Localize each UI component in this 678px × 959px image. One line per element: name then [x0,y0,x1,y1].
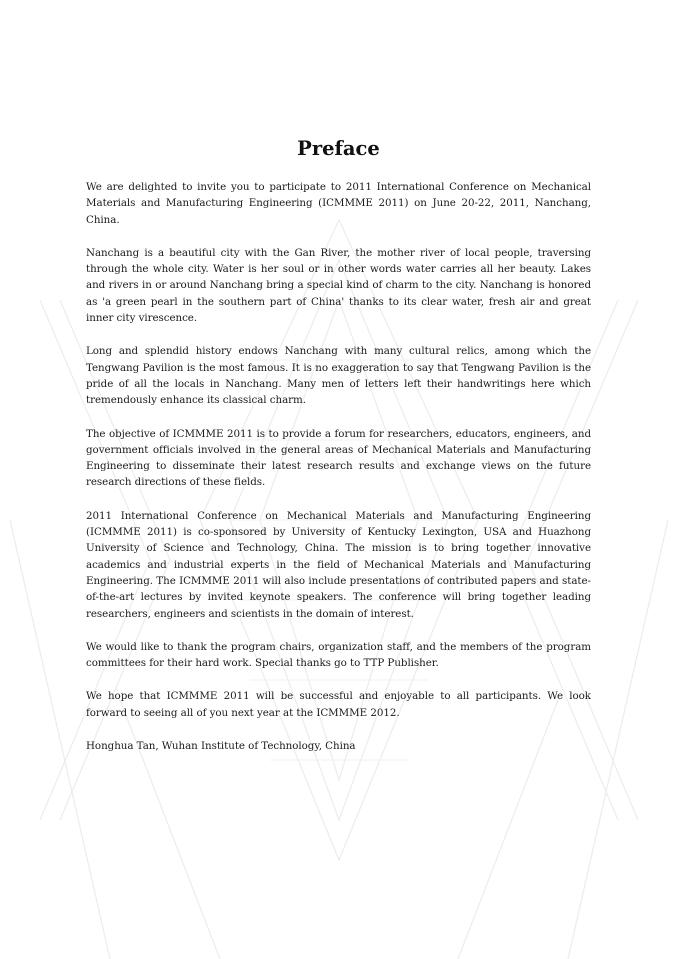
paragraph-nanchang-city: Nanchang is a beautiful city with the Gan River, the mother river of local people, traversing through the whole city. Water is her soul or in other words water carries all her beauty. Lakes and rivers in or around Nanchang bring a special kind of charm to the city. Nanchang is honored as 'a green pearl in the southern part of China' thanks to its clear water, fresh air and great inner city virescence. [86,246,591,325]
paragraph-objective: The objective of ICMMME 2011 is to provide a forum for researchers, educators, engineers, and government officials involved in the general areas of Mechanical Materials and Manufacturing Engineering to disseminate their latest research results and exchange views on the future research directions of these fields. [86,427,591,489]
preface-content [86,136,591,754]
page-title: Preface [297,137,380,160]
paragraph-invitation: We are delighted to invite you to participate to 2011 International Conference on Mechanical Materials and Manufacturing Engineering (ICMMME 2011) on June 20-22, 2011, Nanchang, China. [86,181,591,226]
paragraph-closing: We hope that ICMMME 2011 will be successful and enjoyable to all participants. We look forward to seeing all of you next year at the ICMMME 2012. [86,690,591,719]
paragraph-history: Long and splendid history endows Nanchang with many cultural relics, among which the Tengwang Pavilion is the most famous. It is no exaggeration to say that Tengwang Pavilion is the pride of all the locals in Nanchang. Many men of letters left their handwritings here which tremendously enhance its classical charm. [86,345,591,407]
paragraph-thanks: We would like to thank the program chairs, organization staff, and the members of the program committees for their hard work. Special thanks go to TTP Publisher. [86,640,591,670]
paragraph-sponsors: 2011 International Conference on Mechanical Materials and Manufacturing Engineering (ICMMME 2011) is co-sponsored by University of Kentucky Lexington, USA and Huazhong University of Science and Technology, China. The mission is to bring together innovative academics and industrial experts in the field of Mechanical Materials and Manufacturing Engineering. The ICMMME 2011 will also include presentations of contributed papers and state-of-the-art lectures by invited keynote speakers. The conference will bring together leading researchers, engineers and scientists in the domain of interest. [86,509,591,620]
signature: Honghua Tan, Wuhan Institute of Technology, China [86,740,356,753]
